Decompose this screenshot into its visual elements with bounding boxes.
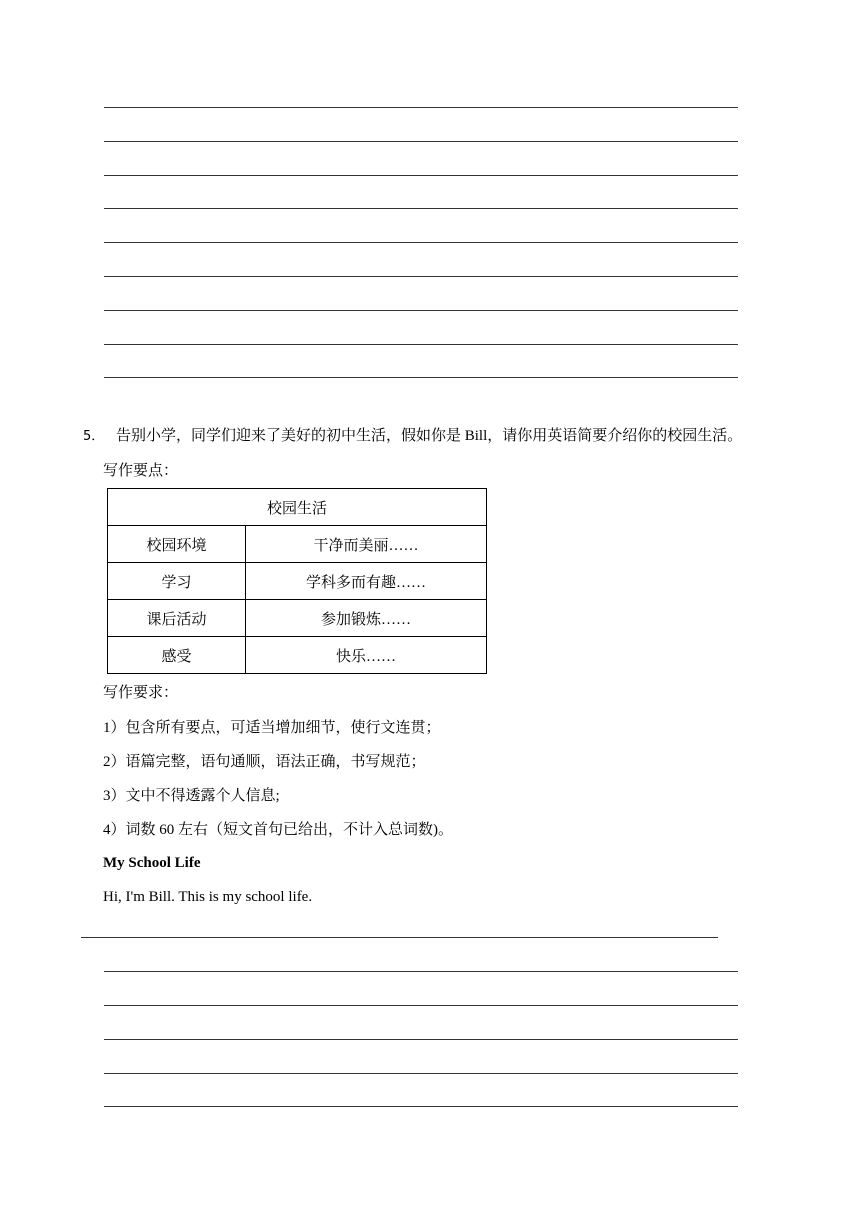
answer-line[interactable] — [104, 107, 738, 108]
requirement-item: 1）包含所有要点，可适当增加细节，使行文连贯； — [103, 720, 441, 736]
answer-line[interactable] — [104, 971, 738, 972]
table-cell-detail: 参加锻炼…… — [246, 600, 487, 637]
table-cell-detail: 干净而美丽…… — [246, 526, 487, 563]
requirement-item: 4）词数 60 左右（短文首句已给出，不计入总词数)。 — [103, 822, 453, 838]
table-cell-item: 校园环境 — [108, 526, 246, 563]
writing-points-table — [107, 488, 487, 674]
table-title: 校园生活 — [108, 489, 487, 526]
answer-line[interactable] — [104, 1039, 738, 1040]
table-row — [108, 637, 487, 674]
answer-line[interactable] — [104, 141, 738, 142]
essay-title: My School Life — [103, 855, 201, 871]
answer-line[interactable] — [104, 1005, 738, 1006]
answer-line[interactable] — [104, 377, 738, 378]
answer-line[interactable] — [104, 344, 738, 345]
table-cell-detail: 快乐…… — [246, 637, 487, 674]
answer-line[interactable] — [81, 937, 718, 938]
table-row — [108, 526, 487, 563]
table-row — [108, 600, 487, 637]
answer-line[interactable] — [104, 1073, 738, 1074]
table-cell-item: 学习 — [108, 563, 246, 600]
question-prompt: 告别小学，同学们迎来了美好的初中生活，假如你是 Bill，请你用英语简要介绍你的校园生活。 — [116, 428, 743, 444]
table-cell-detail: 学科多而有趣…… — [246, 563, 487, 600]
essay-first-line: Hi, I'm Bill. This is my school life. — [103, 889, 313, 905]
writing-points-heading: 写作要点： — [103, 463, 179, 479]
question-number: 5． — [83, 429, 105, 444]
answer-line[interactable] — [104, 310, 738, 311]
answer-line[interactable] — [104, 276, 738, 277]
requirement-item: 3）文中不得透露个人信息; — [103, 788, 280, 804]
answer-line[interactable] — [104, 242, 738, 243]
answer-line[interactable] — [104, 175, 738, 176]
answer-line[interactable] — [104, 1106, 738, 1107]
writing-requirements-heading: 写作要求： — [103, 685, 179, 701]
answer-line[interactable] — [104, 208, 738, 209]
requirement-item: 2）语篇完整，语句通顺，语法正确，书写规范； — [103, 754, 426, 770]
table-cell-item: 课后活动 — [108, 600, 246, 637]
table-cell-item: 感受 — [108, 637, 246, 674]
table-row — [108, 563, 487, 600]
